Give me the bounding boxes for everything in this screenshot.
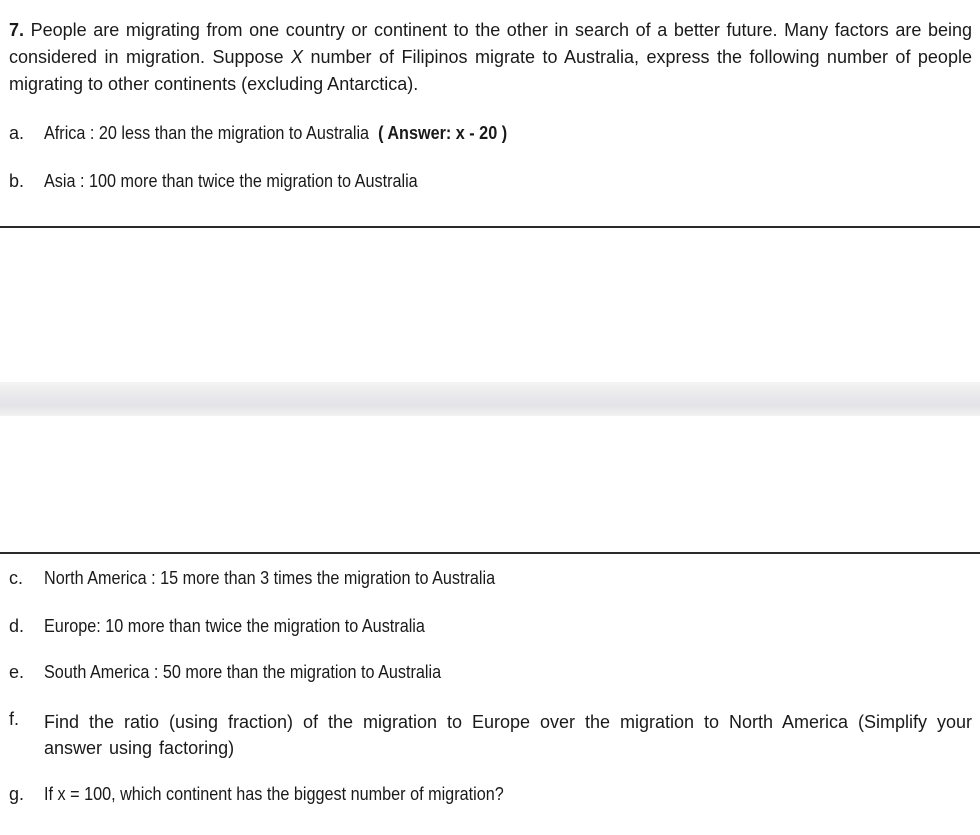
item-d-marker: d. <box>9 616 25 636</box>
item-e <box>0 662 980 688</box>
item-g-marker: g. <box>9 784 25 804</box>
item-e-marker: e. <box>9 662 25 682</box>
divider-bottom <box>0 552 980 554</box>
item-a <box>0 123 980 149</box>
item-f-marker: f. <box>9 709 20 729</box>
item-b <box>0 171 980 197</box>
item-a-label: Africa : 20 less than the migration to Australia <box>44 123 370 143</box>
item-e-text: South America : 50 more than the migration to Australia <box>44 662 442 682</box>
item-a-marker: a. <box>9 123 25 143</box>
question-number: 7. <box>9 20 25 40</box>
item-c-marker: c. <box>9 568 24 588</box>
item-c-text: North America : 15 more than 3 times the migration to Australia <box>44 568 496 588</box>
intro-text-start: People are migrating from one country or continent to the other in search of a better future. Many factors are being considered in migration. Suppose <box>9 20 972 67</box>
item-b-text: Asia : 100 more than twice the migration to Australia <box>44 171 418 191</box>
item-f-text: Find the ratio (using fraction) of the migration to Europe over the migration to North America (Simplify your answer using factoring) <box>44 712 972 758</box>
item-g-text: If x = 100, which continent has the biggest number of migration? <box>44 784 504 804</box>
variable-x: X <box>291 47 304 67</box>
divider-top <box>0 226 980 228</box>
question-intro <box>9 17 972 98</box>
intro-text-end: number of Filipinos migrate to Australia, express the following number of people migrating to other continents (excluding Antarctica). <box>9 47 972 94</box>
item-d-text: Europe: 10 more than twice the migration to Australia <box>44 616 425 636</box>
page-gap-band <box>0 382 980 416</box>
item-a-text <box>44 123 507 144</box>
item-a-answer: ( Answer: x - 20 ) <box>378 123 508 143</box>
item-c <box>0 568 980 594</box>
item-d <box>0 616 980 642</box>
item-b-marker: b. <box>9 171 25 191</box>
item-g <box>0 784 980 810</box>
